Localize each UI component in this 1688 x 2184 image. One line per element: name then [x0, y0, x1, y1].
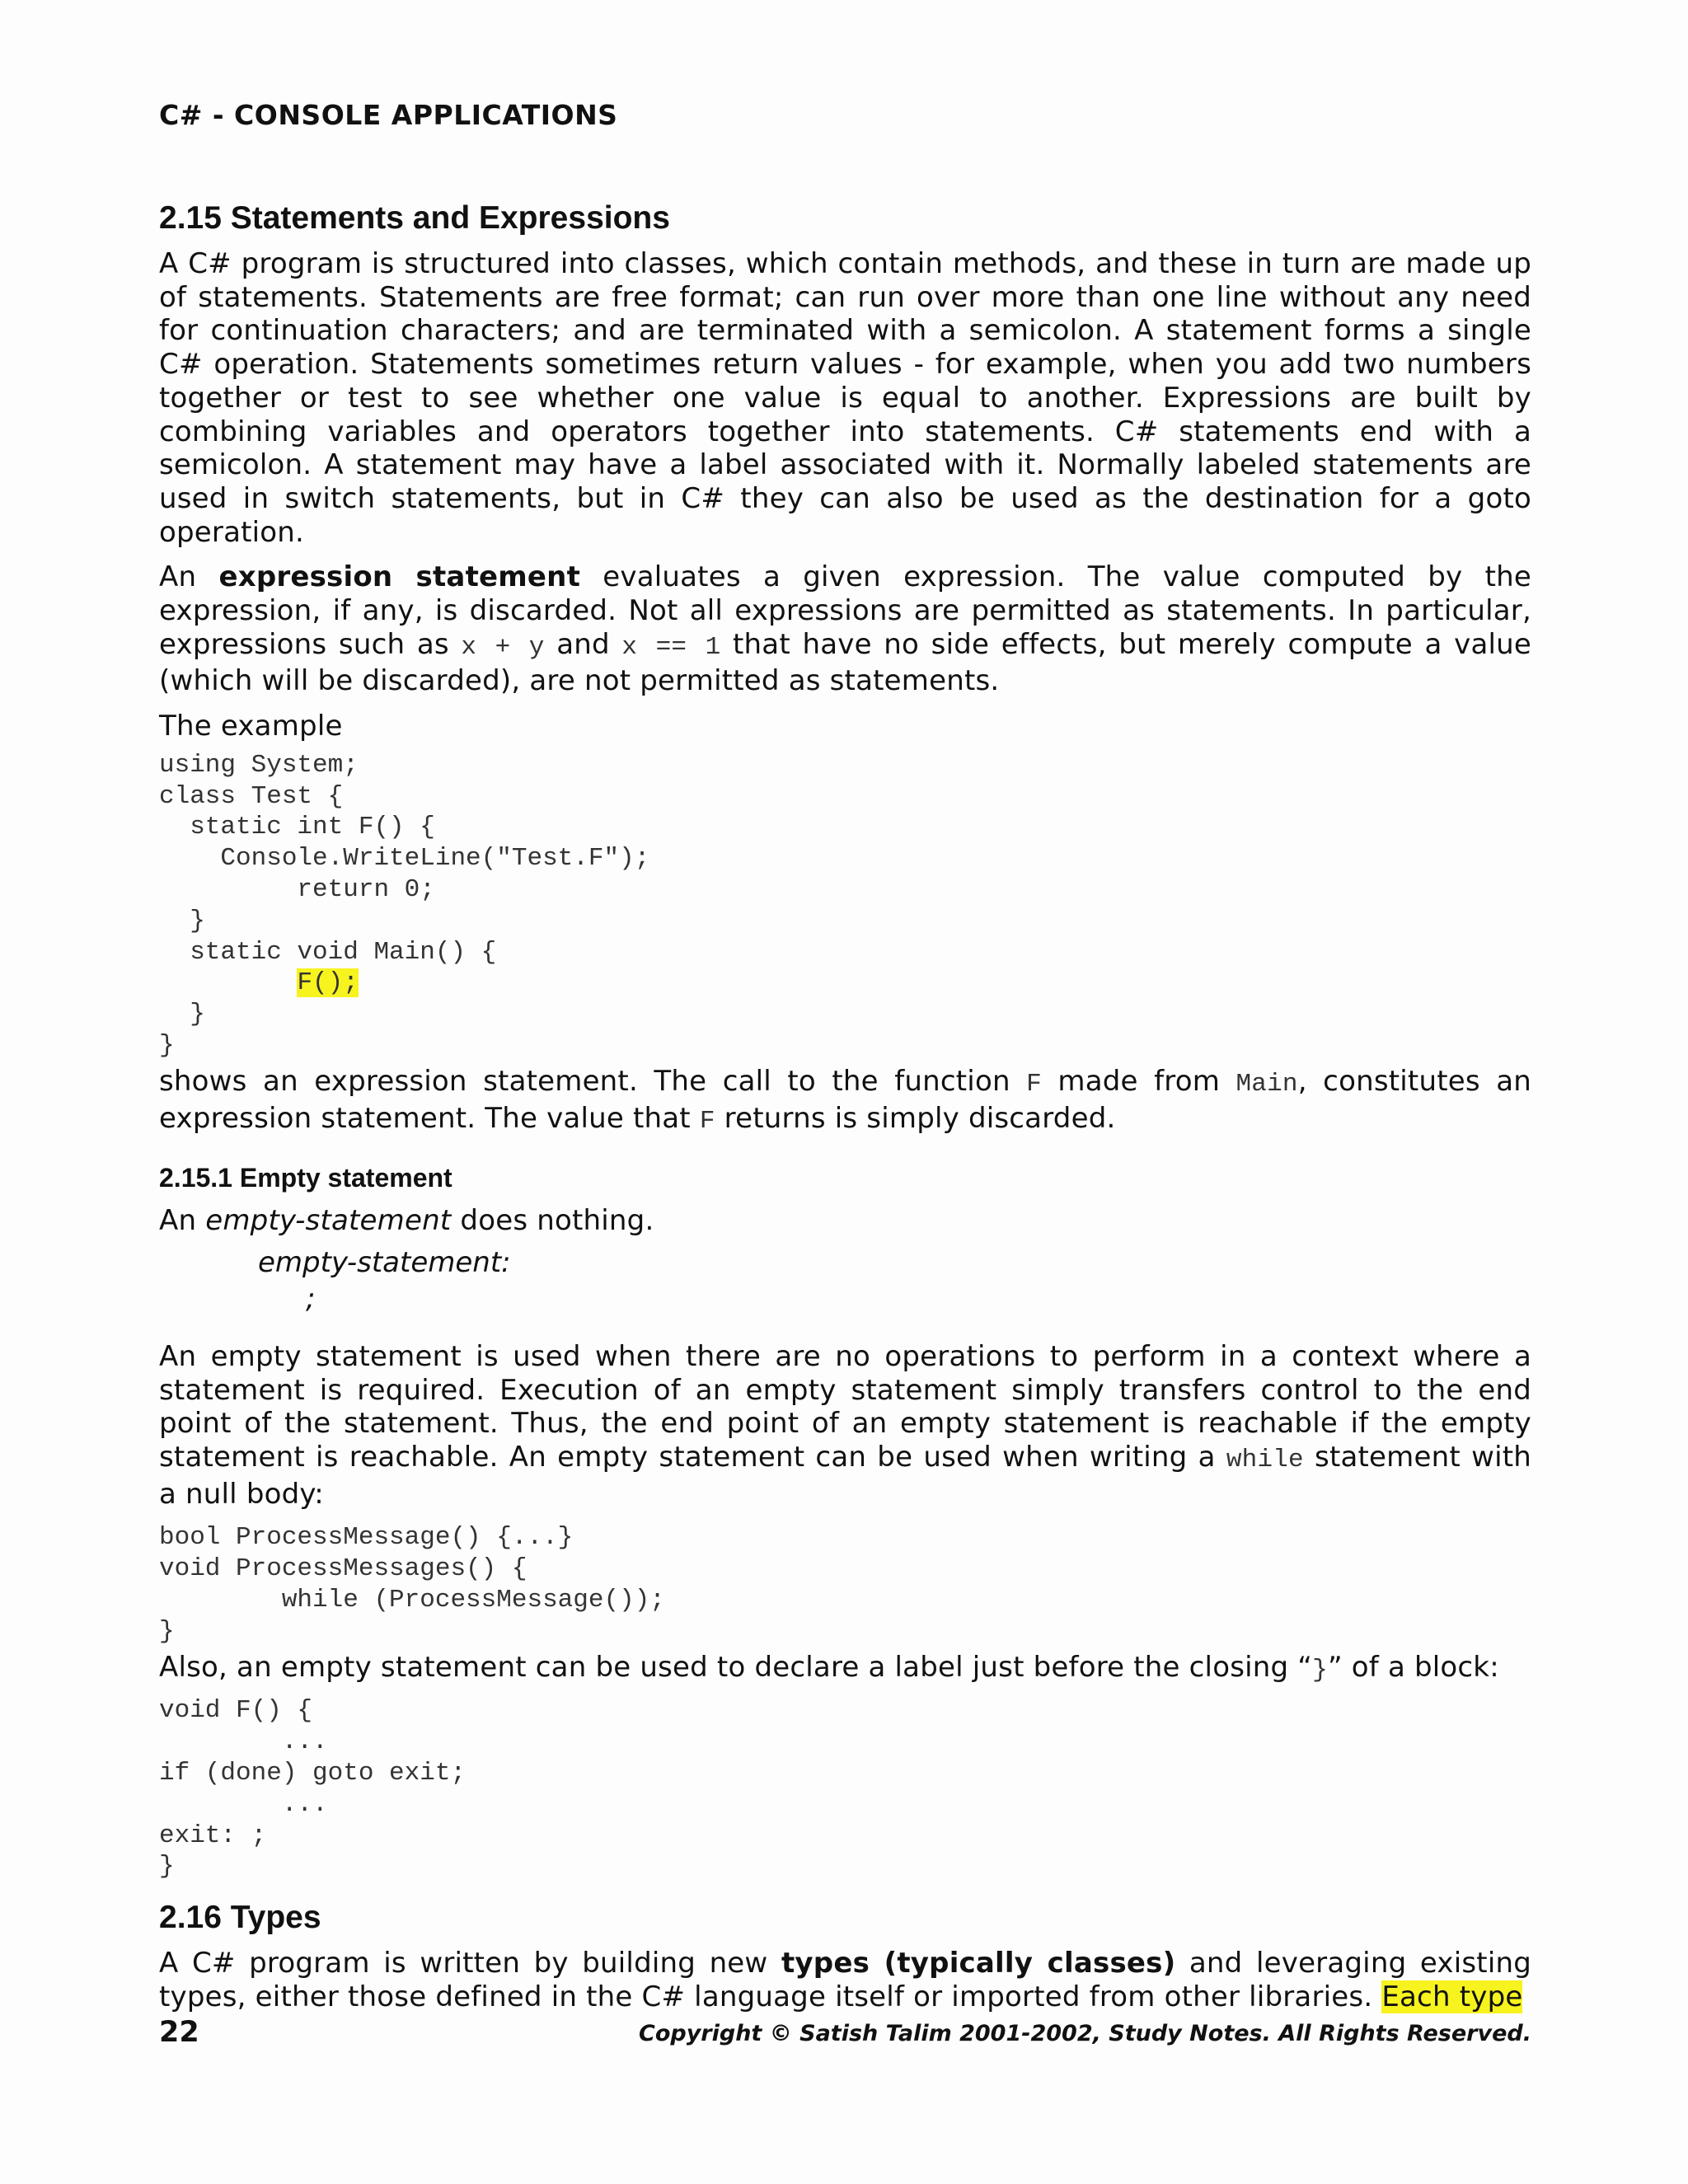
grammar-production-semicolon: ;	[306, 1282, 316, 1315]
text-run: An	[159, 560, 219, 594]
page-content	[159, 196, 1531, 2026]
text-run: ” of a block:	[1327, 1650, 1499, 1684]
highlighted-text: Each type	[1381, 1980, 1523, 2013]
inline-code: x + y	[461, 632, 545, 662]
section-heading-2-15: 2.15 Statements and Expressions	[159, 200, 670, 236]
code-block-goto-exit: void F() { ... if (done) goto exit; ... exit: ; }	[159, 1696, 467, 1882]
section-heading-2-15-1: 2.15.1 Empty statement	[159, 1163, 452, 1193]
inline-code: F	[699, 1106, 715, 1136]
code-text: } }	[159, 1000, 205, 1061]
paragraph-label-before-closing	[159, 1651, 1531, 1688]
section-heading-2-16: 2.16 Types	[159, 1900, 321, 1936]
bold-term: types (typically classes)	[781, 1947, 1176, 1980]
text-run: statement with a null body:	[159, 1441, 1531, 1511]
code-block-process-messages: bool ProcessMessage() {...} void ProcessMessages() { while (ProcessMessage()); }	[159, 1523, 665, 1646]
inline-code: }	[1312, 1655, 1328, 1685]
text-run: Also, an empty statement can be used to declare a label just before the closing “	[159, 1650, 1313, 1684]
paragraph-empty-statement-intro	[159, 1204, 1531, 1238]
code-text: using System; class Test { static int F() { Console.WriteLine("Test.F"); return 0; } static void Main() {	[159, 750, 650, 967]
document-page	[159, 0, 1531, 2184]
inline-code: x == 1	[621, 632, 721, 662]
copyright-notice: Copyright © Satish Talim 2001-2002, Study Notes. All Rights Reserved.	[639, 2021, 1531, 2046]
inline-code: Main	[1236, 1069, 1298, 1099]
text-run: An	[159, 1204, 206, 1238]
paragraph-shows-expression	[159, 1065, 1531, 1138]
page-number: 22	[159, 2016, 199, 2049]
grammar-production-label: empty-statement:	[258, 1245, 511, 1279]
highlighted-code: F();	[297, 968, 359, 998]
text-run: does nothing.	[451, 1204, 654, 1238]
page-footer	[159, 2016, 1531, 2057]
inline-code: F	[1026, 1069, 1042, 1099]
paragraph-statements-intro: A C# program is structured into classes, which contain methods, and these in turn are made up of statements. Statements are free format; can run over more than one line without any need for continuation characters; and are terminated with a semicolon. A statement forms a single C# operation. Statements sometimes return values - for example, when you add two numbers together or test to see whether one value is equal to another. Expressions are built by combining variables and operators together into statements. C# statements end with a semicolon. A statement may have a label associated with it. Normally labeled statements are used in switch statements, but in C# they can also be used as the destination for a goto operation.	[159, 247, 1531, 549]
text-run: and leveraging existing types, either those defined in the C# language itself or imported from other libraries.	[159, 1947, 1531, 2013]
text-run: evaluates a given expression. The value computed by the expression, if any, is discarded. Not all expressions are permitted as statements. In particular, expressions such as	[159, 560, 1531, 661]
bold-term: expression statement	[218, 560, 581, 594]
paragraph-expression-statement	[159, 560, 1531, 698]
text-run: returns is simply discarded.	[715, 1101, 1116, 1135]
text-run: shows an expression statement. The call to the function	[159, 1064, 1027, 1098]
text-run: and	[544, 627, 622, 661]
text-run: A C# program is written by building new	[159, 1947, 781, 1980]
paragraph-types-intro	[159, 1947, 1531, 2013]
italic-term: empty-statement	[205, 1204, 452, 1238]
code-block-example	[159, 750, 1531, 1062]
text-run: made from	[1041, 1064, 1236, 1098]
text-run: An empty statement is used when there are no operations to perform in a context where a statement is required. Execution of an empty statement simply transfers control to the end point of the statement. Thus, the end point of an empty statement is reachable if the empty statement is reachable. An empty statement can be used when writing a	[159, 1339, 1531, 1474]
text-run: that have no side effects, but merely compute a value (which will be discarded), are not permitted as statements.	[159, 627, 1531, 698]
running-header: C# - CONSOLE APPLICATIONS	[159, 99, 618, 131]
inline-code: while	[1226, 1446, 1304, 1475]
paragraph-empty-statement-usage	[159, 1340, 1531, 1511]
text-run: , constitutes an expression statement. The value that	[159, 1064, 1531, 1135]
paragraph-the-example: The example	[159, 710, 343, 743]
